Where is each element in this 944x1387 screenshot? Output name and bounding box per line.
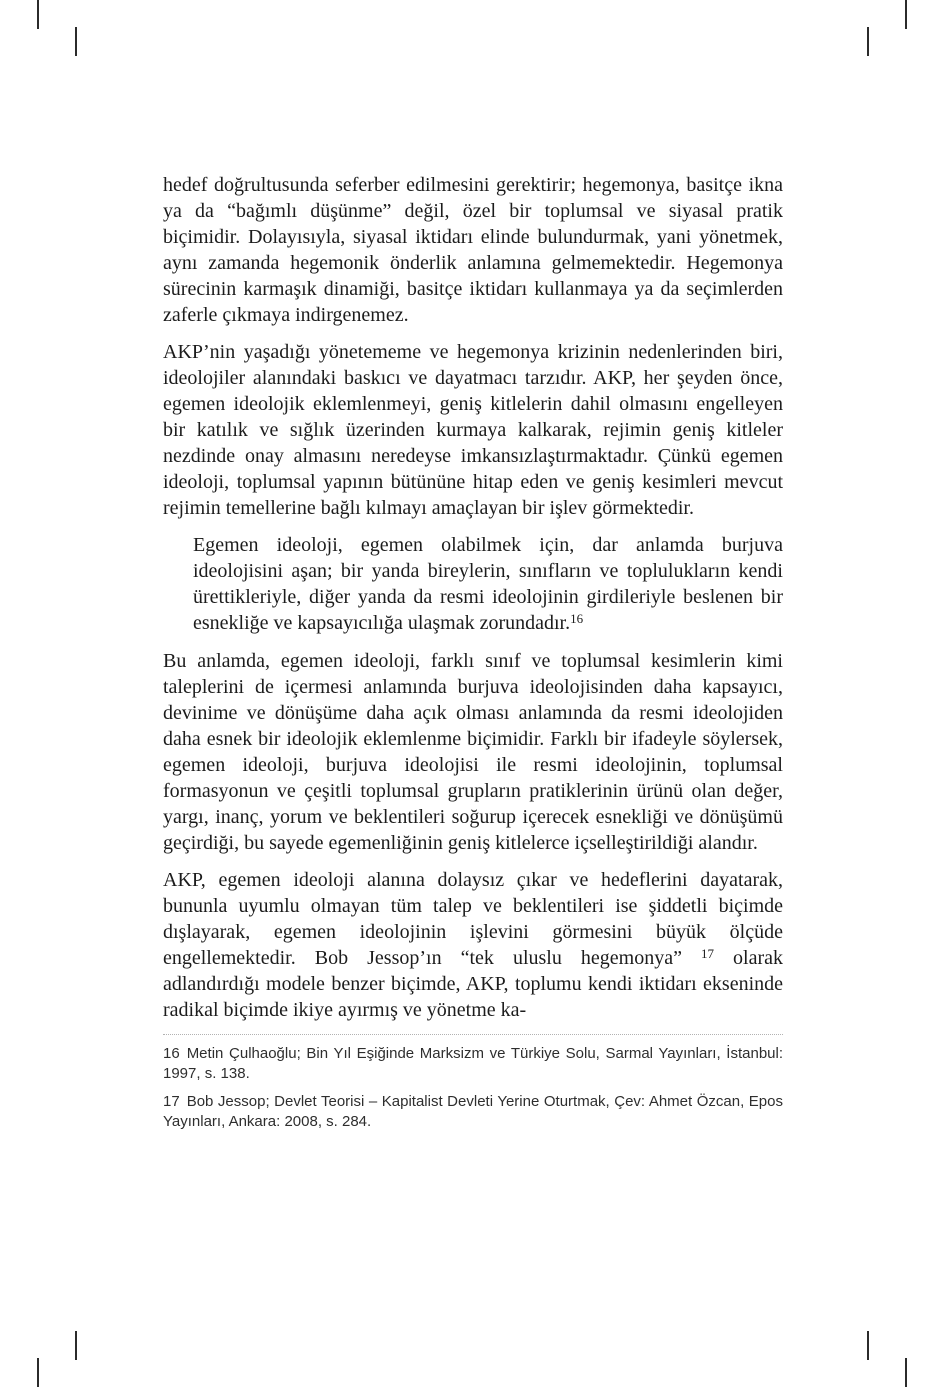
crop-mark-bottom-left-inner bbox=[75, 1331, 77, 1360]
paragraph-4-text-after-ref: olarak adlandırdığı modele benzer biçimde, AKP, toplumu kendi iktidarı ekseninde radikal biçimde ikiye ayırmış ve yönetme ka- bbox=[163, 947, 784, 1021]
footnote-17-number: 17 bbox=[163, 1093, 180, 1110]
crop-mark-top-right-outer bbox=[905, 0, 907, 29]
paragraph-4 bbox=[163, 867, 783, 1023]
footnote-ref-17: 17 bbox=[701, 946, 714, 961]
paragraph-2: AKP’nin yaşadığı yönetememe ve hegemonya krizinin nedenlerinden biri, ideolojiler alanındaki baskıcı ve dayatmacı tarzıdır. AKP, her şeyden önce, egemen ideolojik eklemlenmeyi, geniş kitlelerin dahil olmasını engelleyen bir katılık ve sığlık üzerinden kurmaya kalkarak, rejimin geniş kitleler nezdinde onay almasını neredeyse imkansızlaştırmaktadır. Çünkü egemen ideoloji, toplumsal yapının bütününe hitap eden ve geniş kesimleri mevcut rejimin temellerine bağlı kılmayı amaçlayan bir işlev görmektedir. bbox=[163, 341, 783, 519]
footnote-17 bbox=[163, 1092, 783, 1132]
paragraph-1: hedef doğrultusunda seferber edilmesini gerektirir; hegemonya, basitçe ikna ya da “bağımlı düşünme” değil, özel bir toplumsal ve siyasal pratik biçimidir. Dolayısıyla, siyasal iktidarı elinde bulundurmak, yani yönetmek, aynı zamanda hegemonik önderlik anlamına gelmemektedir. Hegemonya sürecinin karmaşık dinamiği, basitçe iktidarı kullanmaya ya da seçimlerden zaferle çıkmaya indirgenemez. bbox=[163, 174, 783, 326]
paragraph-4-text-before-ref: AKP, egemen ideoloji alanına dolaysız çıkar ve hedeflerini dayatarak, bununla uyumlu olmayan tüm talep ve beklentileri ise şiddetli biçimde dışlayarak, egemen ideolojinin işlevini görmesini büyük ölçüde engellemektedir. Bob Jessop’ın “tek uluslu hegemonya” bbox=[163, 869, 783, 969]
crop-mark-bottom-right-inner bbox=[867, 1331, 869, 1360]
footnote-16 bbox=[163, 1044, 783, 1084]
quote-text: Egemen ideoloji, egemen olabilmek için, dar anlamda burjuva ideolojisini aşan; bir yanda bireylerin, sınıfların ve toplulukların kendi ürettikleriyle, diğer yanda da resmi ideolojinin girdileriyle beslenen bir esnekliğe ve kapsayıcılığa ulaşmak zorundadır. bbox=[193, 534, 783, 634]
footnote-area bbox=[163, 1035, 783, 1132]
crop-mark-top-left-outer bbox=[37, 0, 39, 29]
crop-mark-bottom-right-outer bbox=[905, 1358, 907, 1387]
footnote-17-text: Bob Jessop; Devlet Teorisi – Kapitalist Devleti Yerine Oturtmak, Çev: Ahmet Özcan, Epos Yayınları, Ankara: 2008, s. 284. bbox=[163, 1093, 783, 1130]
crop-mark-top-right-inner bbox=[867, 27, 869, 56]
text-block bbox=[163, 172, 783, 1140]
paragraph-3: Bu anlamda, egemen ideoloji, farklı sınıf ve toplumsal kesimlerin kimi taleplerini de içermesi anlamında burjuva ideolojisinden daha kapsayıcı, devinime ve dönüşüme daha açık olması anlamında da resmi ideolojiden daha esnek bir ideolojik eklemlenme biçimidir. Farklı bir ifadeyle söylersek, egemen ideoloji, burjuva ideolojisi ile resmi ideolojinin, toplumsal formasyonun ve çeşitli toplumsal grupların pratiklerinin ürünü olan değer, yargı, inanç, yorum ve beklentileri soğurup içerecek esnekliği ve dönüşümü geçirdiği, bu sayede egemenliğinin geniş kitlelerce içselleştirildiği alandır. bbox=[163, 650, 783, 854]
footnote-16-number: 16 bbox=[163, 1045, 180, 1062]
block-quote bbox=[163, 532, 783, 636]
footnote-ref-16: 16 bbox=[570, 611, 584, 626]
crop-mark-top-left-inner bbox=[75, 27, 77, 56]
footnote-16-text: Metin Çulhaoğlu; Bin Yıl Eşiğinde Marksizm ve Türkiye Solu, Sarmal Yayınları, İstanbul: 1997, s. 138. bbox=[163, 1045, 783, 1082]
crop-mark-bottom-left-outer bbox=[37, 1358, 39, 1387]
